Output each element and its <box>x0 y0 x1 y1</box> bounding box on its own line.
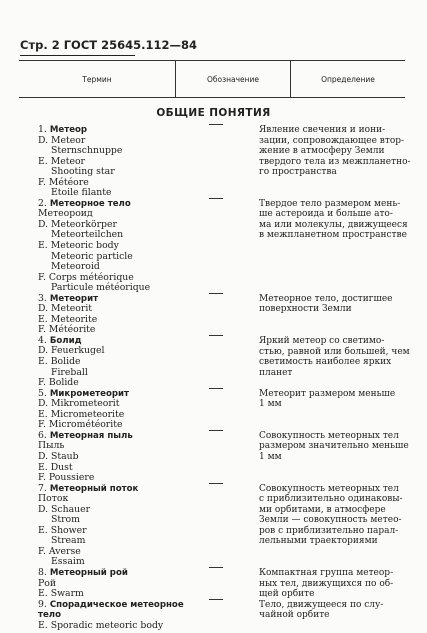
term-text: Метеороид <box>38 208 93 220</box>
term-text: 5. <box>38 387 50 399</box>
term-text: E. Micrometeorite <box>38 408 125 420</box>
term-text: Поток <box>38 493 69 505</box>
definition-line: Совокупность метеорных тел <box>259 483 399 494</box>
term-text: Shooting star <box>51 166 115 178</box>
term-text: F. Météore <box>38 176 89 188</box>
designation-dash <box>209 599 223 600</box>
term-name: тело <box>38 610 62 621</box>
term-text: Sternschnuppe <box>51 145 123 157</box>
definition-block <box>259 199 408 241</box>
term-name: Метеорное тело <box>49 198 131 209</box>
term-text: E. Meteor <box>38 155 85 167</box>
designation-dash <box>209 293 223 294</box>
term-text: F. Micrométéorite <box>38 419 123 431</box>
term-text: D. Mikrometeorit <box>38 398 120 410</box>
designation-dash <box>209 388 223 389</box>
definition-line: 1 мм <box>259 399 282 410</box>
term-text: E. Dust <box>38 461 73 473</box>
definition-block <box>259 389 395 410</box>
term-text: Strom <box>51 514 80 526</box>
term-text: 9. <box>38 598 50 610</box>
term-line <box>38 420 184 431</box>
term-text: F. Corps météorique <box>38 271 134 283</box>
term-line <box>38 378 184 389</box>
column-header-designation: Обозначение <box>175 61 290 97</box>
definition-line: поверхности Земли <box>259 304 352 315</box>
definition-line: лельными траекториями <box>259 536 378 547</box>
definition-line: ми орбитами, в атмосфере <box>259 504 386 515</box>
term-line <box>38 621 184 632</box>
section-title: ОБЩИЕ ПОНЯТИЯ <box>156 107 271 119</box>
term-name: Метеор <box>49 125 88 135</box>
definition-block <box>259 431 409 463</box>
term-text: F. Bolide <box>38 377 79 389</box>
definition-line: планет <box>259 367 293 378</box>
term-text: Particule météorique <box>51 282 151 294</box>
term-line <box>38 325 184 336</box>
definition-line: щей орбите <box>259 589 315 600</box>
term-text: D. Meteorit <box>38 303 93 315</box>
term-text: Etoile filante <box>51 187 112 199</box>
term-text: D. Feuerkugel <box>38 345 105 357</box>
definition-line: ше астероида и больше ато- <box>259 209 393 220</box>
term-line <box>38 557 184 568</box>
term-text: Meteoric particle <box>51 250 133 262</box>
definition-block <box>259 294 393 315</box>
term-text: D. Schauer <box>38 503 91 515</box>
definition-line: 1 мм <box>259 452 282 463</box>
term-text: F. Poussiere <box>38 472 95 484</box>
term-text: D. Staub <box>38 450 79 462</box>
term-text: Fireball <box>51 366 88 378</box>
definition-line: Компактная группа метеор- <box>259 568 394 579</box>
designation-dash <box>209 198 223 199</box>
term-text: 7. <box>38 482 50 494</box>
term-text: E. Swarm <box>38 588 84 600</box>
term-text: 2. <box>38 197 50 209</box>
term-text: E. Meteoric body <box>38 240 119 252</box>
definition-line: ров с приблизительно парал- <box>259 525 399 536</box>
term-text: E. Meteorite <box>38 313 98 325</box>
designation-dash <box>209 430 223 431</box>
term-text: 4. <box>38 334 50 346</box>
term-name: Метеорный рой <box>49 567 128 578</box>
term-text: Meteoroid <box>51 261 100 273</box>
designation-dash <box>209 124 223 125</box>
definition-block <box>259 336 410 378</box>
term-text: 6. <box>38 429 50 441</box>
term-text: 8. <box>38 566 50 578</box>
term-text: Stream <box>51 535 86 547</box>
term-line <box>38 283 184 294</box>
term-line <box>38 188 184 199</box>
term-text: E. Bolide <box>38 356 81 368</box>
definition-line: Тело, движущееся по слу- <box>259 599 384 610</box>
definition-line: зации, сопровождающее втор- <box>259 135 405 146</box>
term-line <box>38 600 184 611</box>
definition-line: ма или молекулы, движущееся <box>259 219 408 230</box>
definition-line: твердого тела из межпланетно- <box>259 156 411 167</box>
term-line <box>38 568 184 579</box>
page-header: Стр. 2 ГОСТ 25645.112—84 <box>20 38 135 56</box>
term-name: Микрометеорит <box>49 388 130 399</box>
table-header <box>19 60 405 98</box>
designation-dash <box>209 567 223 568</box>
term-text: D. Meteorkörper <box>38 218 117 230</box>
definition-line: Земли — совокупность метео- <box>259 515 402 526</box>
term-text: E. Shower <box>38 524 87 536</box>
definition-line: в межпланетном пространстве <box>259 230 407 241</box>
term-line <box>38 589 184 600</box>
term-name: Болид <box>49 335 82 346</box>
definition-line: Метеорит размером меньше <box>259 388 396 399</box>
term-text: F. Météorite <box>38 324 96 336</box>
definition-line: Совокупность метеорных тел <box>259 430 399 441</box>
definition-line: го пространства <box>259 167 337 178</box>
column-header-term: Термин <box>82 74 112 84</box>
definition-block <box>259 484 403 547</box>
designation-dash <box>209 335 223 336</box>
term-text: Essaim <box>51 556 85 568</box>
term-name: Метеорная пыль <box>49 430 133 441</box>
term-name: Спорадическое метеорное <box>49 599 184 610</box>
term-text: E. Sporadic meteoric body <box>38 619 164 631</box>
definition-line: размером значительно меньше <box>259 441 409 452</box>
term-text: D. Meteor <box>38 134 86 146</box>
definition-block <box>259 568 393 600</box>
designation-dash <box>209 483 223 484</box>
term-name: Метеорный поток <box>49 483 139 494</box>
terms-column <box>38 125 184 631</box>
definition-line: жение в атмосферу Земли <box>259 146 385 157</box>
definition-block <box>259 600 383 621</box>
definition-line: стью, равной или большей, чем <box>259 346 410 357</box>
definition-line: Твердое тело размером мень- <box>259 198 401 209</box>
term-name: Метеорит <box>49 293 99 304</box>
term-text: F. Averse <box>38 545 81 557</box>
definition-block <box>259 125 411 178</box>
term-line <box>38 473 184 484</box>
definition-line: ных тел, движущихся по об- <box>259 578 394 589</box>
term-text: 3. <box>38 292 50 304</box>
definition-line: Яркий метеор со светимо- <box>259 336 385 346</box>
definition-line: Метеорное тело, достигшее <box>259 293 393 304</box>
definition-line: чайной орбите <box>259 610 330 621</box>
term-text: Пыль <box>38 440 65 452</box>
definition-line: с приблизительно одинаковы- <box>259 494 403 505</box>
column-header-definition: Определение <box>290 61 405 97</box>
term-text: 1. <box>38 124 50 135</box>
definition-line: светимость наиболее ярких <box>259 357 392 368</box>
term-text: Meteorteilchen <box>51 229 124 241</box>
definition-line: Явление свечения и иони- <box>259 125 386 135</box>
term-text: Рой <box>38 577 57 589</box>
